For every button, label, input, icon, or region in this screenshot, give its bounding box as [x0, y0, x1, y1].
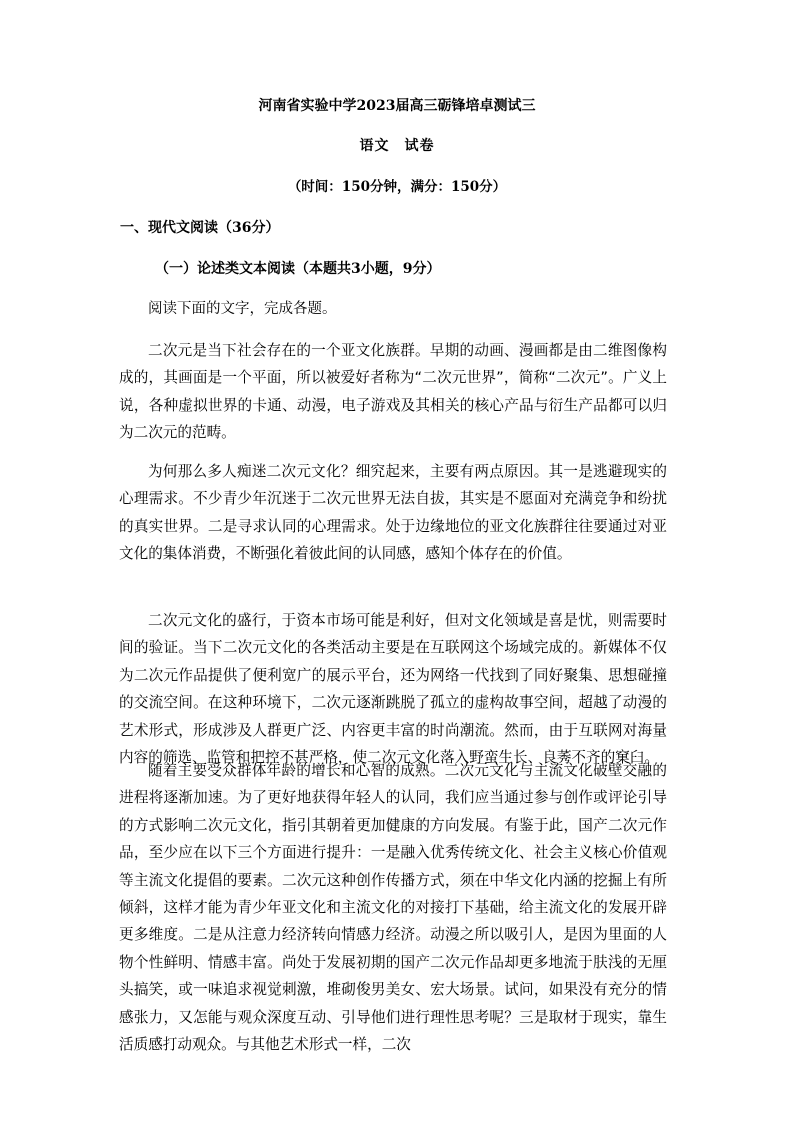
exam-title: 河南省实验中学2023届高三砺锋培卓测试三 [258, 98, 536, 114]
exam-time-info: （时间：150分钟，满分：150分） [287, 179, 507, 195]
passage-paragraph-4: 随着主要受众群体年龄的增长和心智的成熟。二次元文化与主流文化破壁交融的进程将逐渐加速。为了更好地获得年轻人的认同，我们应当通过参与创作或评论引导的方式影响二次元文化，指引其朝着更加健康的方向发展。有鉴于此，国产二次元作品，至少应在以下三个方面进行提升：一是融入优秀传统文化、社会主义核心价值观等主流文化提倡的要素。二次元这种创作传播方式，须在中华文化内涵的挖掘上有所倾斜，这样才能为青少年亚文化和主流文化的对接打下基础，给主流文化的发展开辟更多维度。二是从注意力经济转向情感力经济。动漫之所以吸引人，是因为里面的人物个性鲜明、情感丰富。尚处于发展初期的国产二次元作品却更多地流于肤浅的无厘头搞笑，或一味追求视觉刺激，堆砌俊男美女、宏大场景。试问，如果没有充分的情感张力，又怎能与观众深度互动、引导他们进行理性思考呢？三是取材于现实，靠生活质感打动观众。与其他艺术形式一样，二次 [119, 762, 667, 1054]
reading-instruction: 阅读下面的文字，完成各题。 [148, 301, 337, 317]
section-subheading: （一）论述类文本阅读（本题共3小题，9分） [155, 261, 441, 277]
section-heading: 一、现代文阅读（36分） [120, 220, 280, 236]
exam-subject: 语文 试卷 [359, 138, 435, 154]
passage-paragraph-2: 为何那么多人痴迷二次元文化？细究起来，主要有两点原因。其一是逃避现实的心理需求。不少青少年沉迷于二次元世界无法自拔，其实是不愿面对充满竞争和纷扰的真实世界。二是寻求认同的心理需求。处于边缘地位的亚文化族群往往要通过对亚文化的集体消费，不断强化着彼此间的认同感，感知个体存在的价值。 [119, 463, 667, 563]
passage-paragraph-1: 二次元是当下社会存在的一个亚文化族群。早期的动画、漫画都是由二维图像构成的，其画面是一个平面，所以被爱好者称为“二次元世界”，简称“二次元”。广义上说，各种虚拟世界的卡通、动漫，电子游戏及其相关的核心产品与衍生产品都可以归为二次元的范畴。 [119, 342, 667, 442]
passage-paragraph-3: 二次元文化的盛行，于资本市场可能是利好，但对文化领域是喜是忧，则需要时间的验证。当下二次元文化的各类活动主要是在互联网这个场域完成的。新媒体不仅为二次元作品提供了便利宽广的展示平台，还为网络一代找到了同好聚集、思想碰撞的交流空间。在这种环境下，二次元逐渐跳脱了孤立的虚构故事空间，超越了动漫的艺术形式，形成涉及人群更广泛、内容更丰富的时尚潮流。然而，由于互联网对海量内容的筛选、监管和把控不甚严格，使二次元文化落入野蛮生长、良莠不齐的窠臼。 [119, 612, 667, 767]
